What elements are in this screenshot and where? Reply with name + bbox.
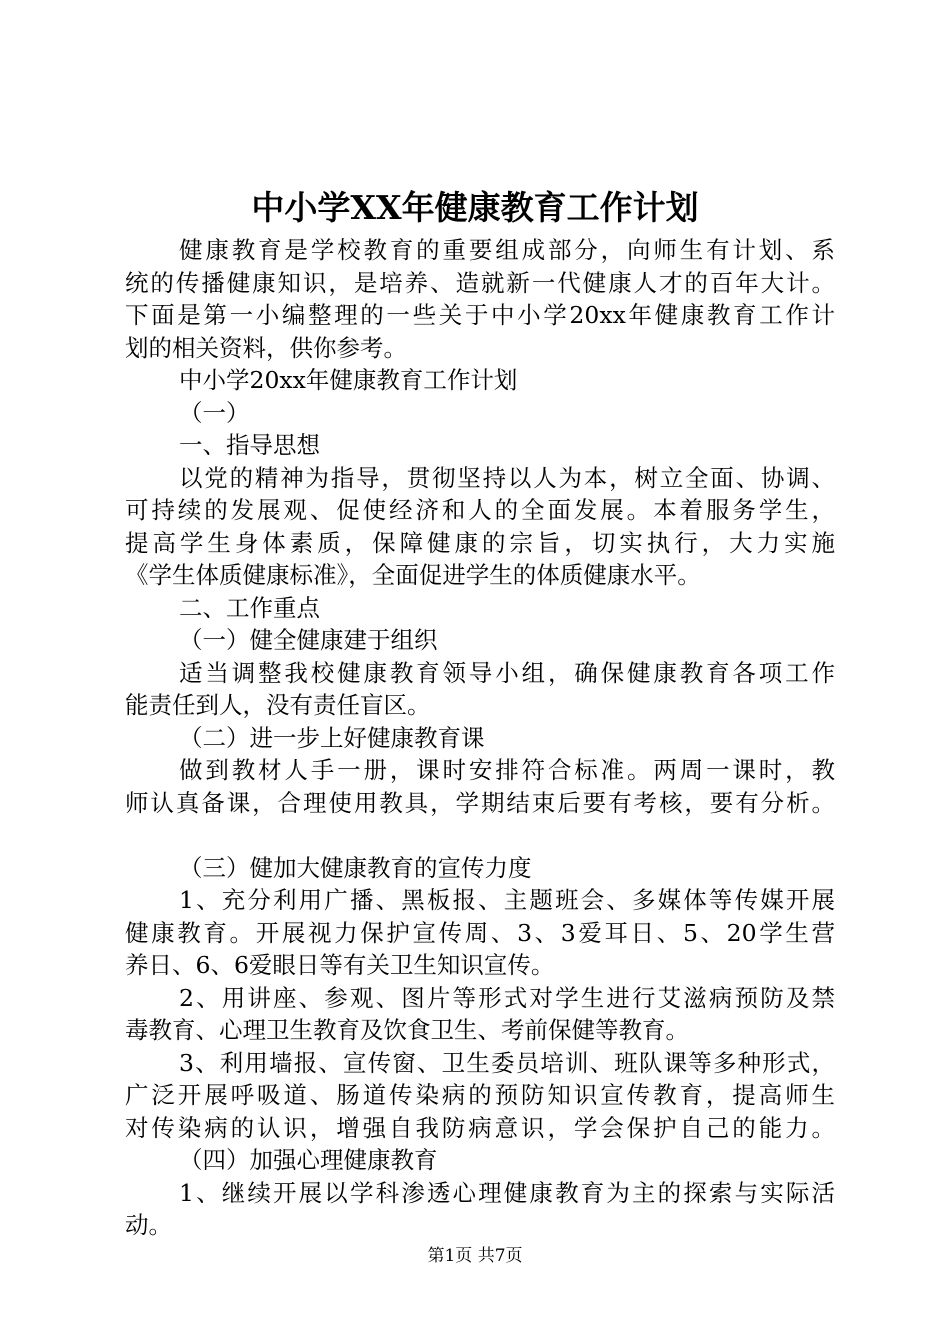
section-marker: （一） bbox=[179, 398, 250, 427]
list-item-line: 养日、6、6爱眼日等有关卫生知识宣传。 bbox=[125, 951, 555, 979]
paragraph-line: 可持续的发展观、促使经济和人的全面发展。本着服务学生， bbox=[125, 496, 835, 524]
list-item-line: 1、充分利用广播、黑板报、主题班会、多媒体等传媒开展 bbox=[179, 886, 835, 914]
paragraph-line: 统的传播健康知识，是培养、造就新一代健康人才的百年大计。 bbox=[125, 268, 835, 297]
subsection-heading: （一）健全健康建于组织 bbox=[179, 626, 438, 654]
paragraph-line: 以党的精神为指导，贯彻坚持以人为本，树立全面、协调、 bbox=[179, 463, 835, 492]
section-heading: 二、工作重点 bbox=[179, 593, 320, 622]
paragraph-line: 能责任到人，没有责任盲区。 bbox=[125, 691, 431, 719]
paragraph-line: 师认真备课，合理使用教具，学期结束后要有考核，要有分析。 bbox=[125, 788, 835, 817]
paragraph-line: 《学生体质健康标准》，全面促进学生的体质健康水平。 bbox=[125, 561, 701, 589]
paragraph-line: 适当调整我校健康教育领导小组，确保健康教育各项工作 bbox=[179, 658, 835, 687]
list-item-line: 1、继续开展以学科渗透心理健康教育为主的探索与实际活 bbox=[179, 1178, 835, 1207]
document-title: 中小学XX年健康教育工作计划 bbox=[251, 188, 699, 227]
list-item-line: 对传染病的认识，增强自我防病意识，学会保护自己的能力。 bbox=[125, 1113, 835, 1142]
subsection-heading: （四）加强心理健康教育 bbox=[179, 1146, 438, 1174]
list-item-line: 广泛开展呼吸道、肠道传染病的预防知识宣传教育，提高师生 bbox=[125, 1081, 835, 1109]
subsection-heading: （三）健加大健康教育的宣传力度 bbox=[179, 853, 532, 882]
list-item-line: 健康教育。开展视力保护宣传周、3、3爱耳日、5、20学生营 bbox=[125, 918, 835, 947]
list-item-line: 动。 bbox=[125, 1211, 172, 1239]
subsection-heading: （二）进一步上好健康教育课 bbox=[179, 723, 485, 752]
paragraph-line: 健康教育是学校教育的重要组成部分，向师生有计划、系 bbox=[179, 236, 835, 264]
list-item-line: 3、利用墙报、宣传窗、卫生委员培训、班队课等多种形式， bbox=[179, 1048, 835, 1077]
paragraph-line: 划的相关资料，供你参考。 bbox=[125, 333, 407, 362]
document-body bbox=[125, 234, 835, 1242]
paragraph-line: 做到教材人手一册，课时安排符合标准。两周一课时，教 bbox=[179, 756, 835, 784]
subtitle-line: 中小学20xx年健康教育工作计划 bbox=[179, 366, 518, 394]
paragraph-line: 下面是第一小编整理的一些关于中小学20xx年健康教育工作计 bbox=[125, 301, 835, 329]
page-footer: 第1页 共7页 bbox=[427, 1246, 523, 1266]
blank-line bbox=[125, 819, 835, 852]
list-item-line: 2、用讲座、参观、图片等形式对学生进行艾滋病预防及禁 bbox=[179, 983, 835, 1012]
paragraph-line: 提高学生身体素质，保障健康的宗旨，切实执行，大力实施 bbox=[125, 528, 835, 557]
list-item-line: 毒教育、心理卫生教育及饮食卫生、考前保健等教育。 bbox=[125, 1016, 689, 1044]
section-heading: 一、指导思想 bbox=[179, 431, 320, 459]
